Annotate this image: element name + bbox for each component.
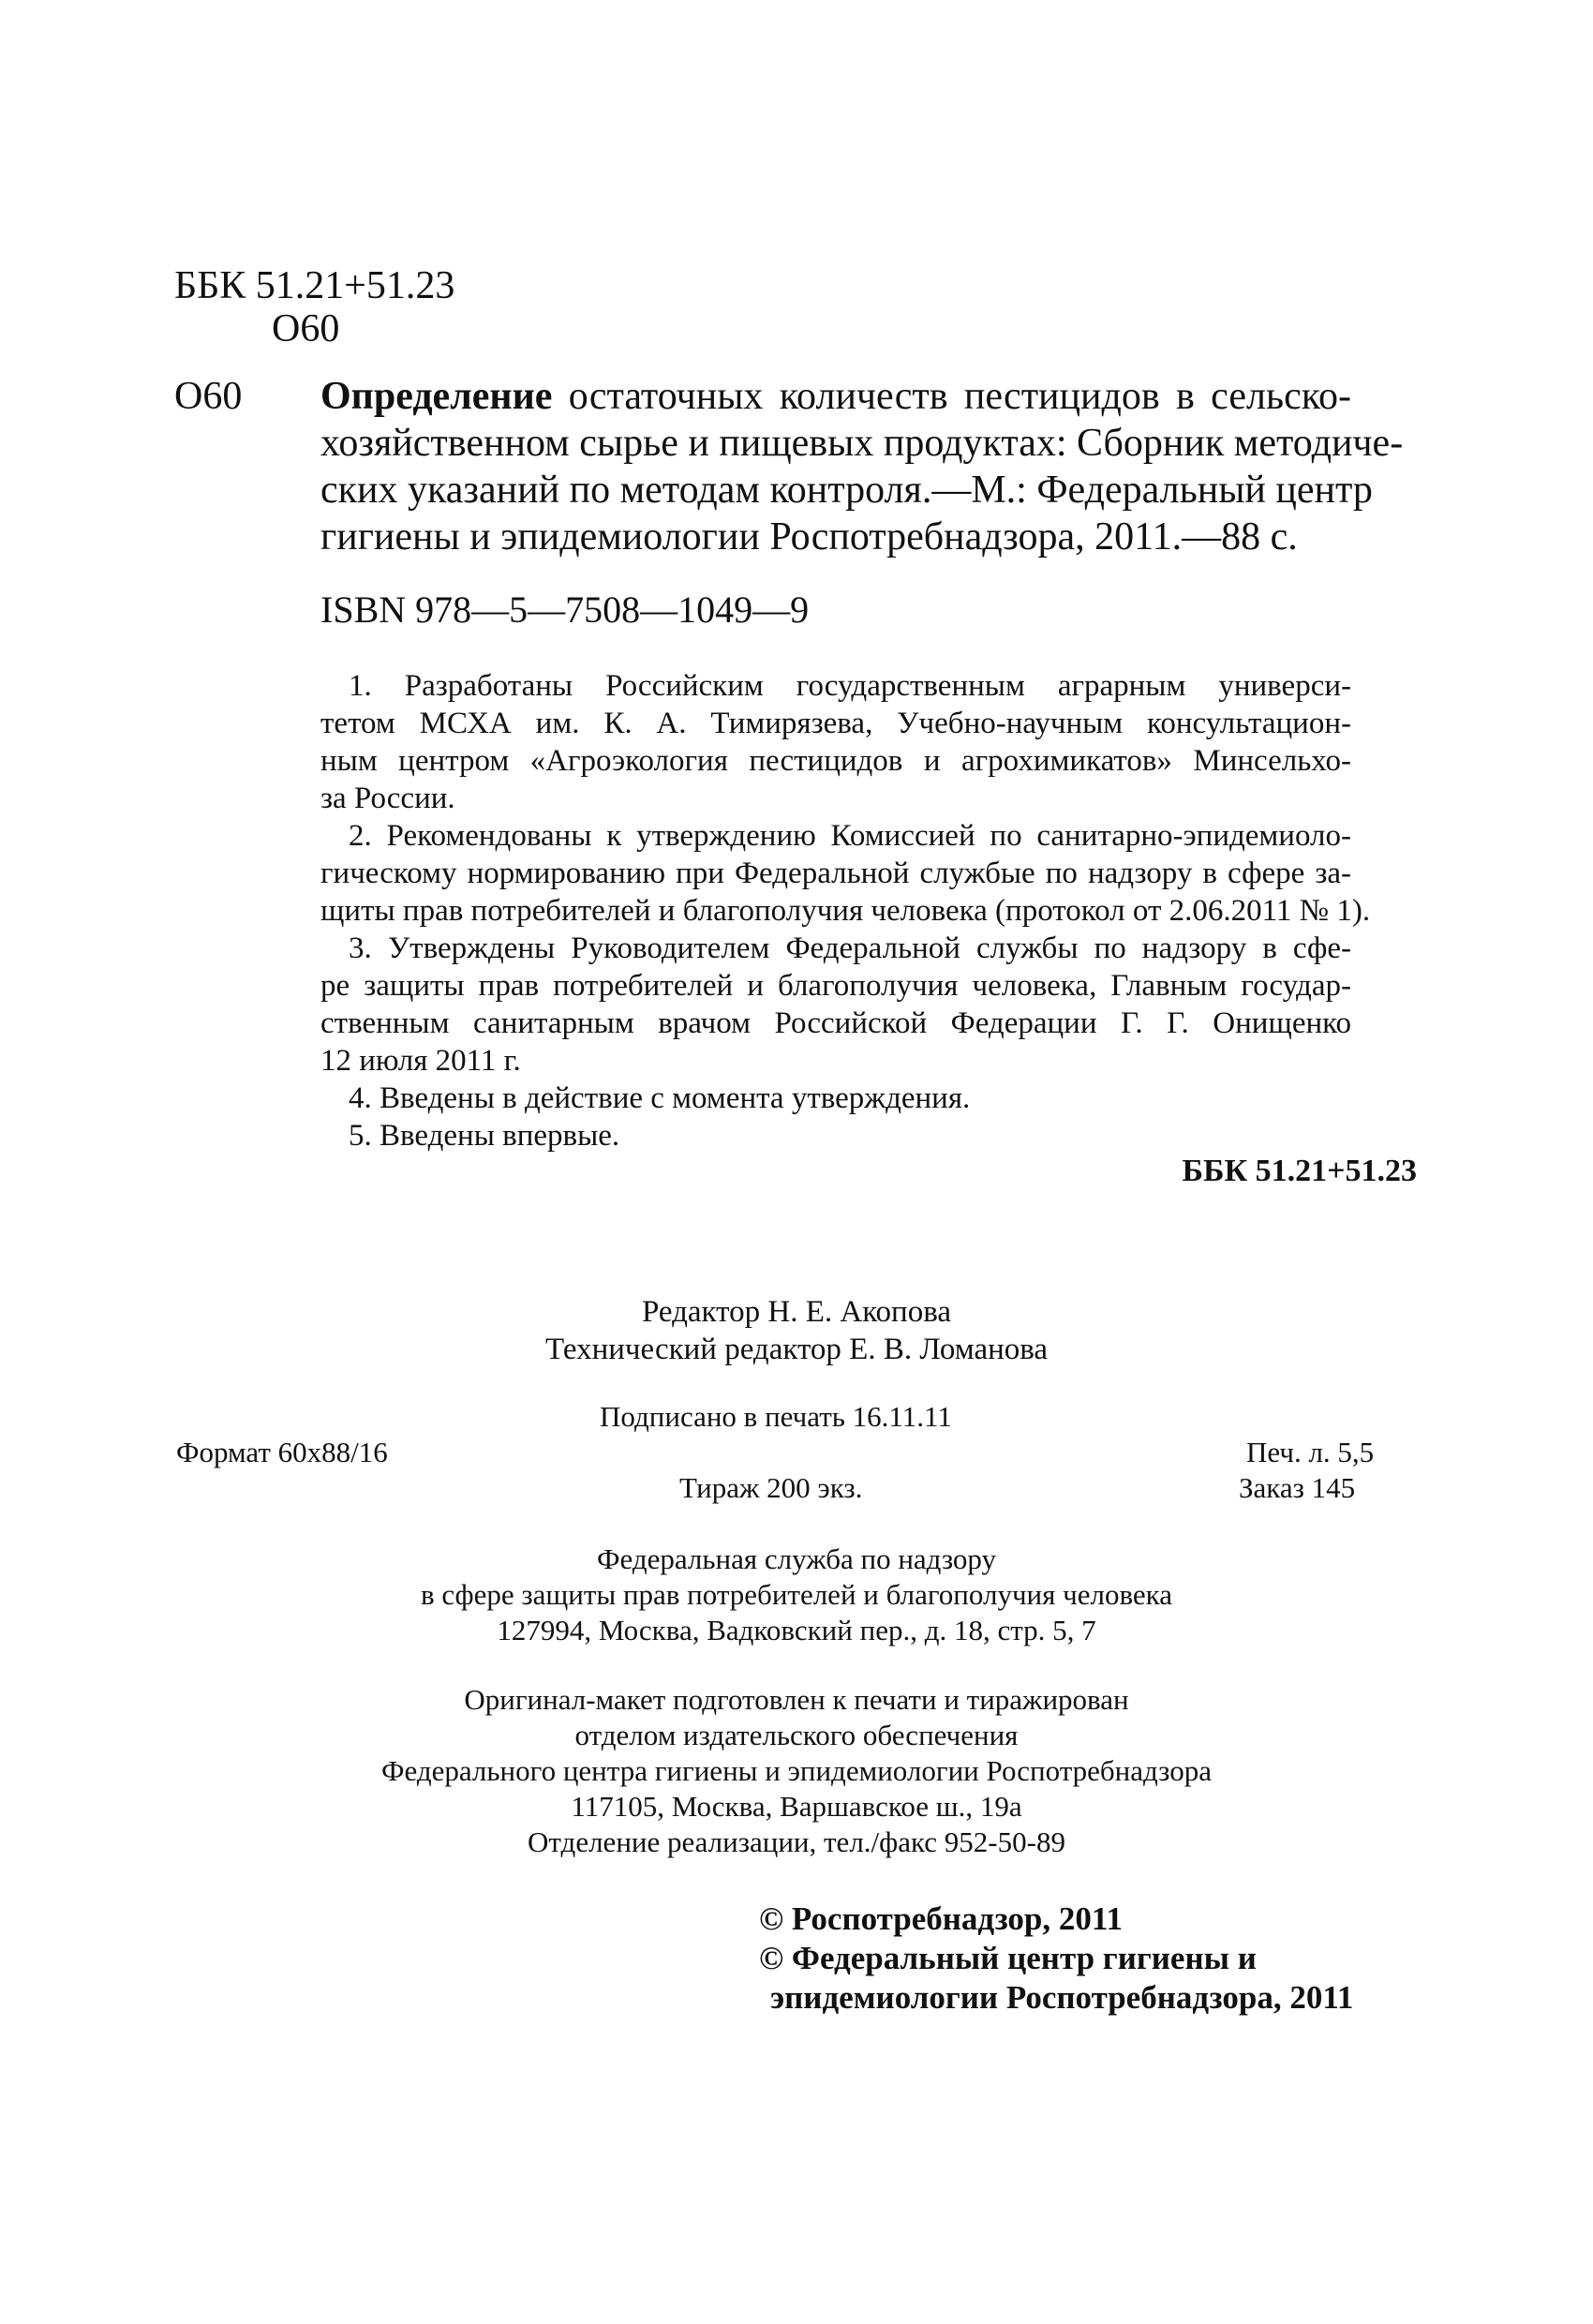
editor-credit: Редактор Н. Е. Акопова xyxy=(641,1295,952,1329)
note-3-line-2: ре защиты прав потребителей и благополучия человека, Главным государ- xyxy=(320,969,1351,1003)
print-run: Тираж 200 экз. xyxy=(679,1471,863,1504)
copyright-line-2: © Федеральный центр гигиены и xyxy=(759,1940,1257,1976)
printer-line-3: Федерального центра гигиены и эпидемиологии Роспотребнадзора xyxy=(381,1754,1212,1787)
note-1-line-2: тетом МСХА им. К. А. Тимирязева, Учебно-научным консультацион- xyxy=(320,707,1351,740)
note-5-line-1: 5. Введены впервые. xyxy=(349,1119,620,1153)
sales-department-phone: Отделение реализации, тел./факс 952-50-89 xyxy=(528,1825,1065,1858)
printer-address: 117105, Москва, Варшавское ш., 19а xyxy=(571,1790,1022,1823)
note-2-line-3: щиты прав потребителей и благополучия человека (протокол от 2.06.2011 № 1). xyxy=(320,894,1371,928)
printer-line-2: отделом издательского обеспечения xyxy=(574,1719,1019,1751)
signed-to-print: Подписано в печать 16.11.11 xyxy=(600,1400,952,1433)
publisher-line-1: Федеральная служба по надзору xyxy=(597,1542,996,1575)
note-3-line-4: 12 июля 2011 г. xyxy=(320,1044,521,1078)
printer-line-1: Оригинал-макет подготовлен к печати и тиражирован xyxy=(464,1683,1129,1716)
printed-sheets: Печ. л. 5,5 xyxy=(1246,1436,1375,1468)
tech-editor-credit: Технический редактор Е. В. Ломанова xyxy=(544,1333,1049,1366)
title-line-3: ских указаний по методам контроля.—М.: Федеральный центр xyxy=(320,469,1373,512)
bbk-index-bottom: ББК 51.21+51.23 xyxy=(1182,1154,1417,1188)
note-3-line-1: 3. Утверждены Руководителем Федеральной службы по надзору в сфе- xyxy=(349,931,1351,965)
author-code-top: О60 xyxy=(272,307,340,350)
paper-format: Формат 60х88/16 xyxy=(176,1436,388,1468)
note-2-line-2: гическому нормированию при Федеральной службые по надзору в сфере за- xyxy=(320,857,1351,890)
bbk-index-top: ББК 51.21+51.23 xyxy=(174,264,455,307)
note-3-line-3: ственным санитарным врачом Российской Федерации Г. Г. Онищенко xyxy=(320,1006,1351,1040)
order-number: Заказ 145 xyxy=(1239,1471,1356,1504)
publisher-line-2: в сфере защиты прав потребителей и благополучия человека xyxy=(420,1578,1173,1611)
title-bold: Определение xyxy=(320,375,553,418)
note-1-line-4: за России. xyxy=(320,782,455,815)
bibliographic-description xyxy=(320,373,1404,560)
author-code-left: О60 xyxy=(174,375,243,418)
note-2-line-1: 2. Рекомендованы к утверждению Комиссией по санитарно-эпидемиоло- xyxy=(349,819,1351,853)
title-line-1 xyxy=(320,373,1351,420)
note-1-line-3: ным центром «Агроэкология пестицидов и агрохимикатов» Минсельхо- xyxy=(320,744,1351,778)
publisher-address: 127994, Москва, Вадковский пер., д. 18, стр. 5, 7 xyxy=(497,1614,1096,1646)
isbn: ISBN 978—5—7508—1049—9 xyxy=(320,588,810,631)
copyright-line-3: эпидемиологии Роспотребнадзора, 2011 xyxy=(770,1979,1354,2016)
title-line-1-text: остаточных количеств пестицидов в сельско- xyxy=(552,375,1351,418)
note-1-line-1: 1. Разработаны Российским государственным аграрным универси- xyxy=(349,669,1351,703)
title-line-2: хозяйственном сырье и пищевых продуктах: Сборник методиче- xyxy=(320,422,1404,465)
notes-list xyxy=(320,667,1371,1155)
title-line-4: гигиены и эпидемиологии Роспотребнадзора, 2011.—88 с. xyxy=(320,515,1298,559)
note-4-line-1: 4. Введены в действие с момента утверждения. xyxy=(349,1081,971,1115)
copyright-line-1: © Роспотребнадзор, 2011 xyxy=(759,1900,1123,1937)
